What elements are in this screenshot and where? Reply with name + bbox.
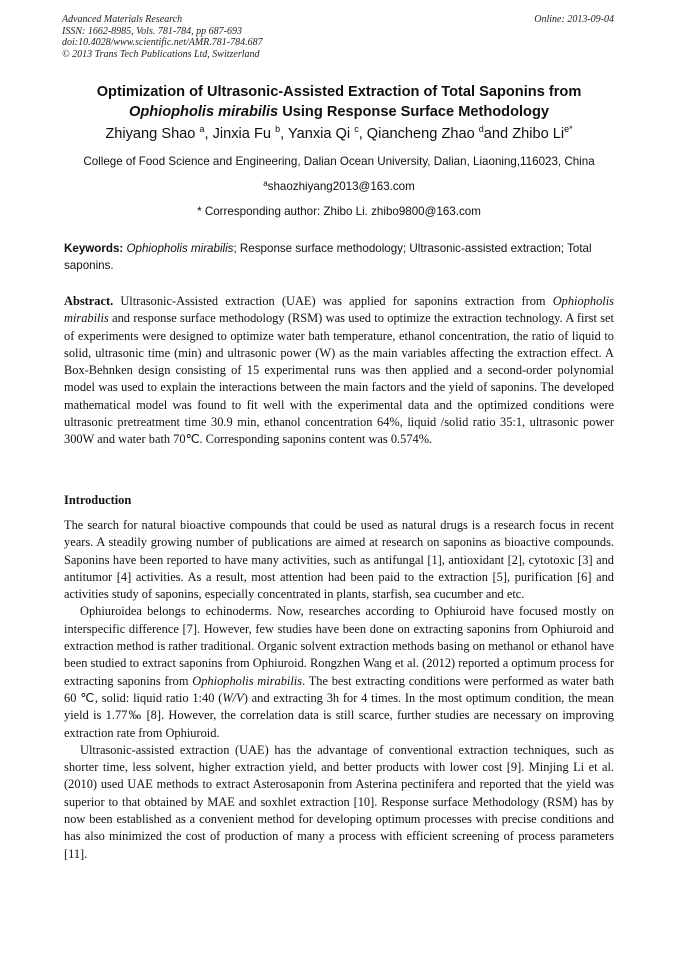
keywords-label: Keywords: <box>64 242 124 255</box>
intro-paragraph-1: The search for natural bioactive compounds that could be used as natural drugs is a research focus in recent years. A steadily growing number of publications are aimed at research on saponins as bioactive compounds. Saponins have been reported to have many activities, such as antifungal [1], antioxidant [2], cytotoxic [3] and antitumor [4] activities. As a result, most attention had been paid to the extraction [5], purification [6] and activities study of saponins, especially concentrated in plants, starfish, sea cucumber and etc. <box>64 518 614 602</box>
corresponding-author: * Corresponding author: Zhibo Li. zhibo9800@163.com <box>197 205 481 218</box>
author-mark: b <box>275 124 281 134</box>
affiliation: College of Food Science and Engineering, Dalian Ocean University, Dalian, Liaoning,116023, China <box>83 155 595 168</box>
abstract-label: Abstract. <box>64 294 114 308</box>
author-mark: d <box>478 124 484 134</box>
keywords-species: Ophiopholis mirabilis <box>126 242 234 255</box>
author-separator: , <box>204 126 213 142</box>
keywords-rest: ; Response surface methodology; Ultrasonic-assisted extraction; Total saponins. <box>64 242 592 272</box>
author-name: Zhiyang Shao <box>105 126 200 142</box>
title-line-2 <box>40 102 638 122</box>
email-address[interactable]: shaozhiyang2013@163.com <box>267 180 415 193</box>
abstract-text-1: Ultrasonic-Assisted extraction (UAE) was applied for saponins extraction from <box>113 294 553 308</box>
journal-header <box>62 14 263 60</box>
title-line-1: Optimization of Ultrasonic-Assisted Extraction of Total Saponins from <box>96 84 582 100</box>
author-separator: and <box>483 126 513 142</box>
author-mark: e* <box>564 124 573 134</box>
paper-title <box>40 82 638 122</box>
introduction-body <box>64 517 614 863</box>
author-list <box>40 124 638 144</box>
author-separator: , <box>280 126 288 142</box>
title-line-2-rest: Using Response Surface Methodology <box>278 104 550 120</box>
intro-paragraph-2 <box>64 603 614 741</box>
abstract-species: Ophiopholis mirabilis <box>64 294 614 326</box>
author-name: Zhibo Li <box>512 126 565 142</box>
abstract-text-2: and response surface methodology (RSM) was used to optimize the extraction technology. A first set of experiments were designed to optimize water bath temperature, ethanol concentration, the ratio of liquid to solid, ultrasonic time (min) and ultrasonic power (W) as the main variables affecting the extraction effect. A Box-Behnken design consisting of 15 experimental runs was then applied and a second-order polynomial model was used to explain the interactions between the main factors and the yield of saponins. The developed mathematical model was found to fit well with the experimental data and the optimized conditions were ultrasonic pretreatment time 30.9 min, ethanol concentration 64%, liquid /solid ratio 35:1, ultrasonic power 300W and water bath 70℃. Corresponding saponins content was 0.574%. <box>64 311 614 447</box>
author-name: Yanxia Qi <box>287 126 355 142</box>
intro-paragraph-3: Ultrasonic-assisted extraction (UAE) has the advantage of conventional extraction techniques, such as shorter time, less solvent, higher extraction yield, and better products with lower cost [9]. Minjing Li et al. (2010) used UAE methods to extract Asterosaponin from Asterina pectinifera and reported that the yield was superior to that obtained by MAE and soxhlet extraction [10]. Response surface Methodology (RSM) has by now been established as a convenient method for developing optimum processes with precise conditions and has also minimized the cost of production of many a process with efficient screening of process parameters [11]. <box>64 742 614 861</box>
journal-name: Advanced Materials Research <box>62 14 183 25</box>
author-name: Jinxia Fu <box>212 126 276 142</box>
issn-line: ISSN: 1662-8985, Vols. 781-784, pp 687-693 <box>62 25 242 37</box>
keywords <box>64 240 616 274</box>
doi-line: doi:10.4028/www.scientific.net/AMR.781-784.687 <box>62 37 263 48</box>
author-mark: c <box>354 124 359 134</box>
introduction-heading: Introduction <box>64 493 132 507</box>
email-mark: a <box>263 179 268 188</box>
copyright-line: © 2013 Trans Tech Publications Ltd, Switzerland <box>62 48 260 60</box>
intro-p2-text-c: ) and extracting 3h for 4 times. In the most optimum condition, the mean yield is 1.77‰ [8]. However, the correlation data is still scarce, further studies are necessary on improving extraction rate from Ophiuroid. <box>64 690 614 740</box>
title-species: Ophiopholis mirabilis <box>128 104 279 120</box>
abstract <box>64 293 614 449</box>
intro-p2-wv: W/V <box>222 690 244 705</box>
author-separator: , <box>358 126 367 142</box>
author-name: Qiancheng Zhao <box>366 126 479 142</box>
intro-p2-text-b: . The best extracting conditions were performed as water bath 60 ℃, solid: liquid ratio 1:40 ( <box>64 673 614 705</box>
intro-p2-text-a: Ophiuroidea belongs to echinoderms. Now, researches according to Ophiuroid have focused mostly on interspecific difference [7]. However, few studies have been done on extracting saponins from Ophiuroid and extraction method is rather traditional. Organic solvent extraction methods basing on methanol or ethanol have been studied to extract saponins from Ophiuroid. Rongzhen Wang et al. (2012) reported a optimum process for extracting saponins from <box>64 604 614 688</box>
online-date: Online: 2013-09-04 <box>534 14 614 25</box>
author-email <box>40 179 638 194</box>
intro-p2-species: Ophiopholis mirabilis <box>192 673 303 688</box>
author-mark: a <box>199 124 205 134</box>
